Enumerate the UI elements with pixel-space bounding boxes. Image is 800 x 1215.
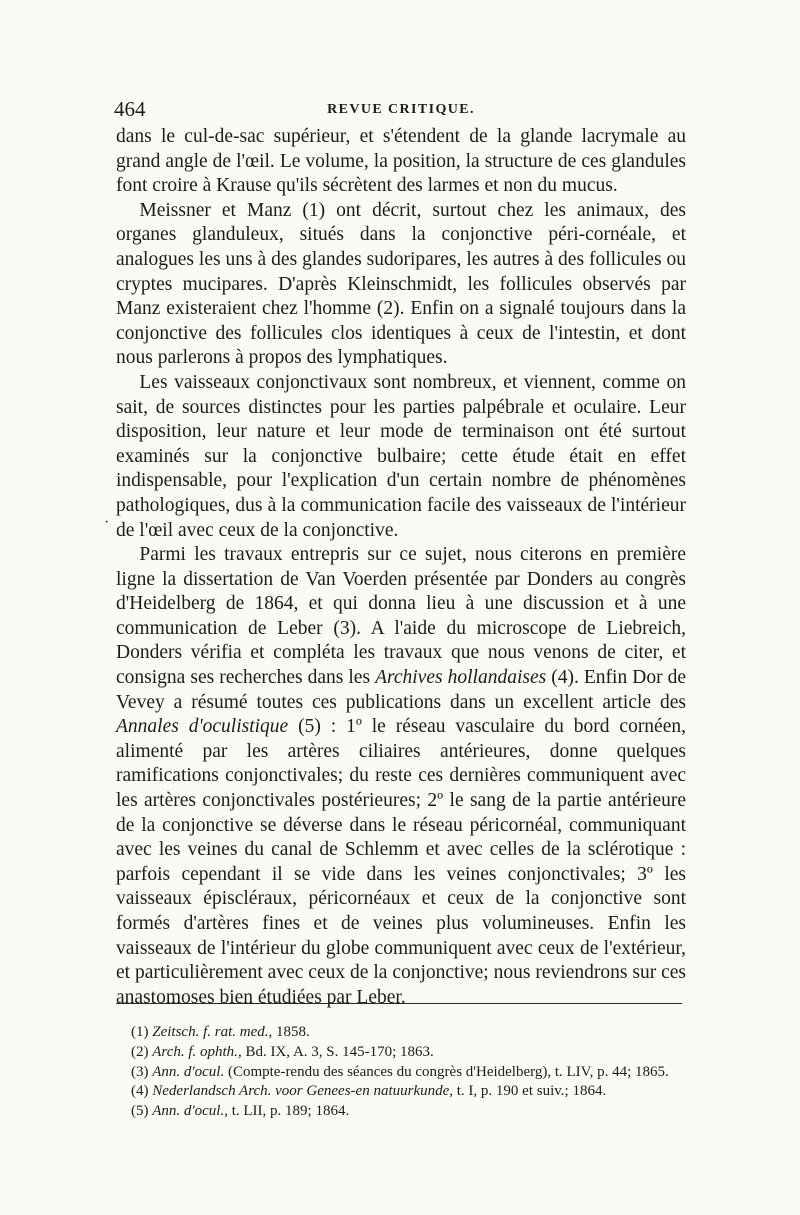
- footnote: [116, 1043, 686, 1063]
- footnote-detail: , t. I, p. 190 et suiv.; 1864.: [449, 1083, 607, 1100]
- footnote-mark: (5): [131, 1103, 149, 1120]
- paragraph: [116, 543, 686, 1010]
- journal-title: Archives hollandaises: [375, 667, 547, 689]
- footnote-mark: (4): [131, 1083, 149, 1100]
- footnote-separator: [116, 1003, 682, 1004]
- footnote: [116, 1063, 686, 1083]
- paragraph: Les vaisseaux conjonctivaux sont nombreux, et viennent, comme on sait, de sources distinctes pour les parties palpébrale et oculaire. Leur disposition, leur nature et leur mode de terminaison ont été surtout examinés sur la conjonctive bulbaire; cette étude était en effet indispensable, pour l'explication d'un certain nombre de phénomènes pathologiques, dus à la communication facile des vaisseaux de l'intérieur de l'œil avec ceux de la conjonctive.: [116, 371, 686, 541]
- footnote-source: Arch. f. ophth.: [152, 1043, 238, 1060]
- paragraph: dans le cul-de-sac supérieur, et s'étendent de la glande lacrymale au grand angle de l'œil. Le volume, la position, la structure de ces glandules font croire à Krause qu'ils sécrètent des larmes et non du mucus.: [116, 126, 686, 197]
- footnote-detail: , Bd. IX, A. 3, S. 145-170; 1863.: [237, 1043, 434, 1060]
- footnote: [116, 1023, 686, 1043]
- footnote: [116, 1082, 686, 1102]
- text-run: (4). Enfin Dor de Vevey a résumé toutes ces publications dans un excellent article des: [116, 667, 687, 713]
- footnote-source: Ann. d'ocul.: [152, 1063, 225, 1080]
- footnotes: [116, 1023, 686, 1122]
- footnote-source: Ann. d'ocul.: [152, 1103, 225, 1120]
- footnote-detail: , 1858.: [268, 1024, 310, 1040]
- journal-title: Annales d'oculistique: [116, 716, 289, 738]
- footnote-detail: , t. LII, p. 189; 1864.: [224, 1103, 350, 1120]
- footnote-mark: (2): [131, 1043, 149, 1060]
- footnote-detail: (Compte-rendu des séances du congrès d'Heidelberg), t. LIV, p. 44; 1865.: [224, 1063, 669, 1080]
- footnote-mark: (3): [131, 1063, 149, 1080]
- footnote: [116, 1102, 686, 1122]
- text-run: Parmi les travaux entrepris sur ce sujet, nous citerons en première ligne la dissertation de Van Voerden présentée par Donders au congrès d'Heidelberg de 1864, et qui donna lieu à une discussion et à une communication de Leber (3). A l'aide du microscope de Liebreich, Donders vérifia et compléta les travaux que nous venons de citer, et consigna ses recherches dans les: [116, 544, 686, 689]
- footnote-mark: (1): [131, 1024, 149, 1040]
- page-header: [114, 97, 688, 123]
- margin-mark: ·: [104, 514, 110, 531]
- paragraph: Meissner et Manz (1) ont décrit, surtout chez les animaux, des organes glanduleux, situés dans la conjonctive péri-cornéale, et analogues les uns à des glandes sudoripares, les autres à des follicules ou cryptes mucipares. D'après Kleinschmidt, les follicules observés par Manz existeraient chez l'homme (2). Enfin on a signalé toujours dans la conjonctive des follicules clos identiques à ceux de l'intestin, et dont nous parlerons à propos des lymphatiques.: [116, 199, 686, 369]
- footnote-source: Nederlandsch Arch. voor Genees-en natuurkunde: [152, 1083, 450, 1100]
- footnote-source: Zeitsch. f. rat. med.: [152, 1024, 269, 1040]
- text-run: (5) : 1º le réseau vasculaire du bord cornéen, alimenté par les artères ciliaires antérieures, donne quelques ramifications conjonctivales; du reste ces dernières communiquent avec les artères conjonctivales postérieures; 2º le sang de la partie antérieure de la conjonctive se déverse dans le réseau péricornéal, communiquant avec les veines du canal de Schlemm et avec celles de la sclérotique : parfois cependant il se vide dans les veines conjonctivales; 3º les vaisseaux épiscléraux, péricornéaux et ceux de la conjonctive sont formés d'artères fines et de veines plus volumineuses. Enfin les vaisseaux de l'intérieur du globe communiquent avec ceux de l'extérieur, et particulièrement avec ceux de la conjonctive; nous reviendrons sur ces anastomoses bien étudiées par Leber.: [116, 716, 686, 1008]
- page-number: 464: [114, 97, 146, 121]
- running-title: REVUE CRITIQUE.: [327, 102, 475, 117]
- body-text: [116, 125, 686, 1010]
